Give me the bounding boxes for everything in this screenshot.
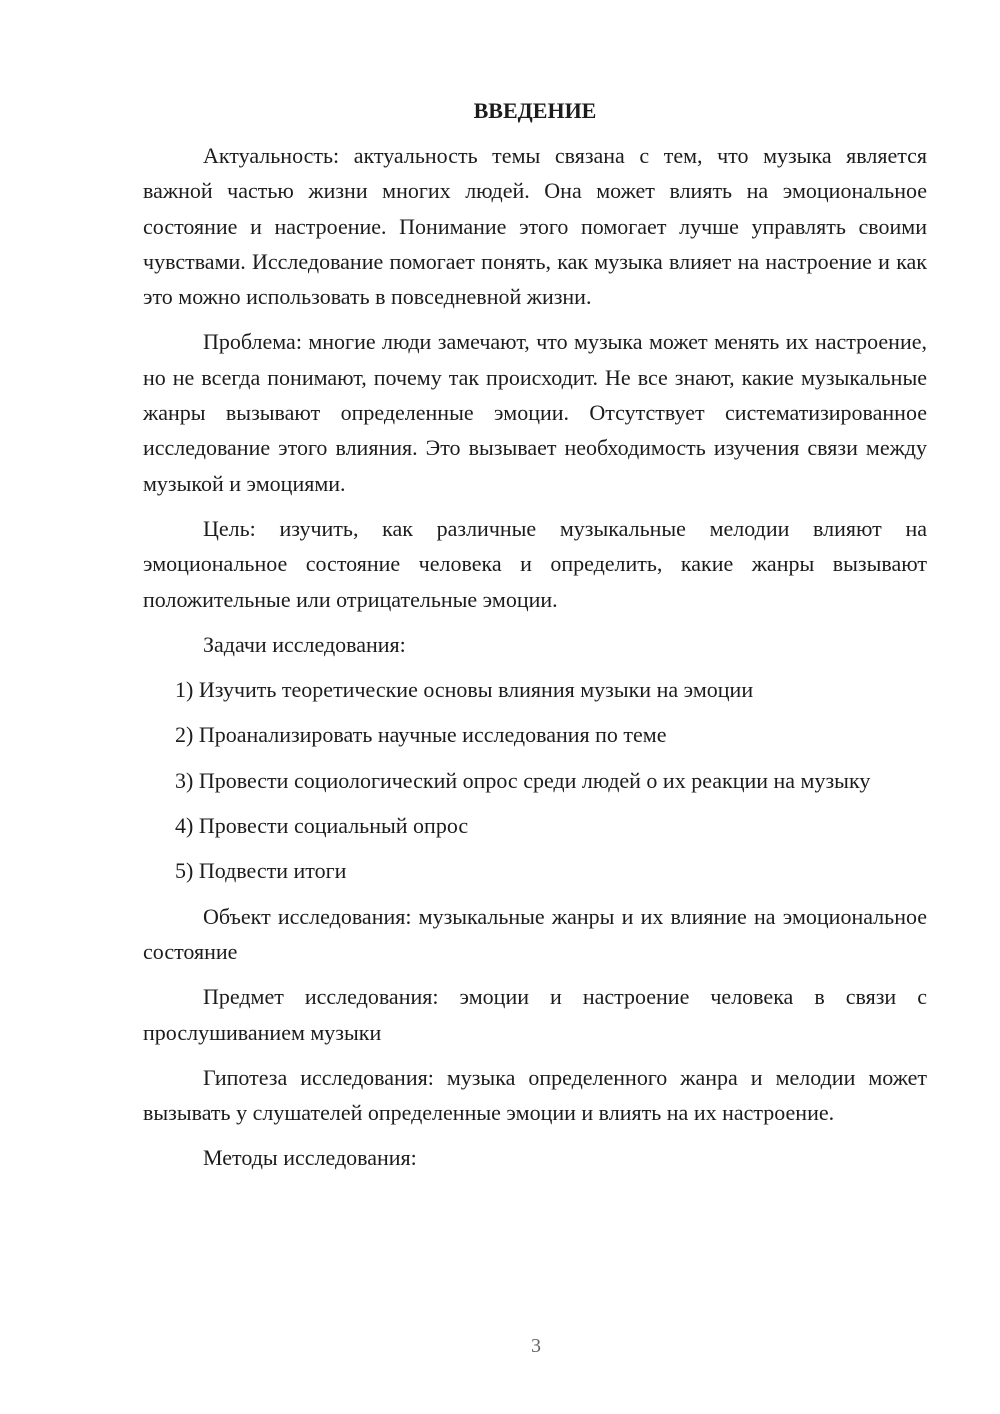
task-item: 3) Провести социологический опрос среди людей о их реакции на музыку [175, 767, 871, 793]
relevance-paragraph: Актуальность: актуальность темы связана с тем, что музыка является важной частью жизни многих людей. Она может влиять на эмоциональное состояние и настроение. Понимание этого помогает лучше управлять своими чувствами. Исследование помогает понять, как музыка влияет на настроение и как это можно использовать в повседневной жизни. [143, 143, 927, 310]
subject-paragraph: Предмет исследования: эмоции и настроение человека в связи с прослушиванием музыки [143, 984, 927, 1045]
page-number: 3 [531, 1335, 541, 1357]
task-item: 4) Провести социальный опрос [175, 813, 469, 839]
task-item: 1) Изучить теоретические основы влияния музыки на эмоции [175, 677, 754, 703]
methods-heading: Методы исследования: [203, 1145, 417, 1171]
page-title: ВВЕДЕНИЕ [473, 98, 597, 123]
goal-paragraph: Цель: изучить, как различные музыкальные мелодии влияют на эмоциональное состояние человека и определить, какие жанры вызывают положительные или отрицательные эмоции. [143, 515, 927, 612]
object-paragraph: Объект исследования: музыкальные жанры и их влияние на эмоциональное состояние [143, 903, 927, 964]
problem-paragraph: Проблема: многие люди замечают, что музыка может менять их настроение, но не всегда понимают, почему так происходит. Не все знают, какие музыкальные жанры вызывают определенные эмоции. Отсутствует систематизированное исследование этого влияния. Это вызывает необходимость изучения связи между музыкой и эмоциями. [143, 329, 927, 496]
hypothesis-paragraph: Гипотеза исследования: музыка определенного жанра и мелодии может вызывать у слушателей определенные эмоции и влиять на их настроение. [143, 1064, 927, 1126]
task-item: 2) Проанализировать научные исследования по теме [175, 722, 667, 748]
tasks-heading: Задачи исследования: [203, 631, 406, 657]
task-item: 5) Подвести итоги [175, 858, 347, 884]
document-page [143, 94, 927, 1176]
